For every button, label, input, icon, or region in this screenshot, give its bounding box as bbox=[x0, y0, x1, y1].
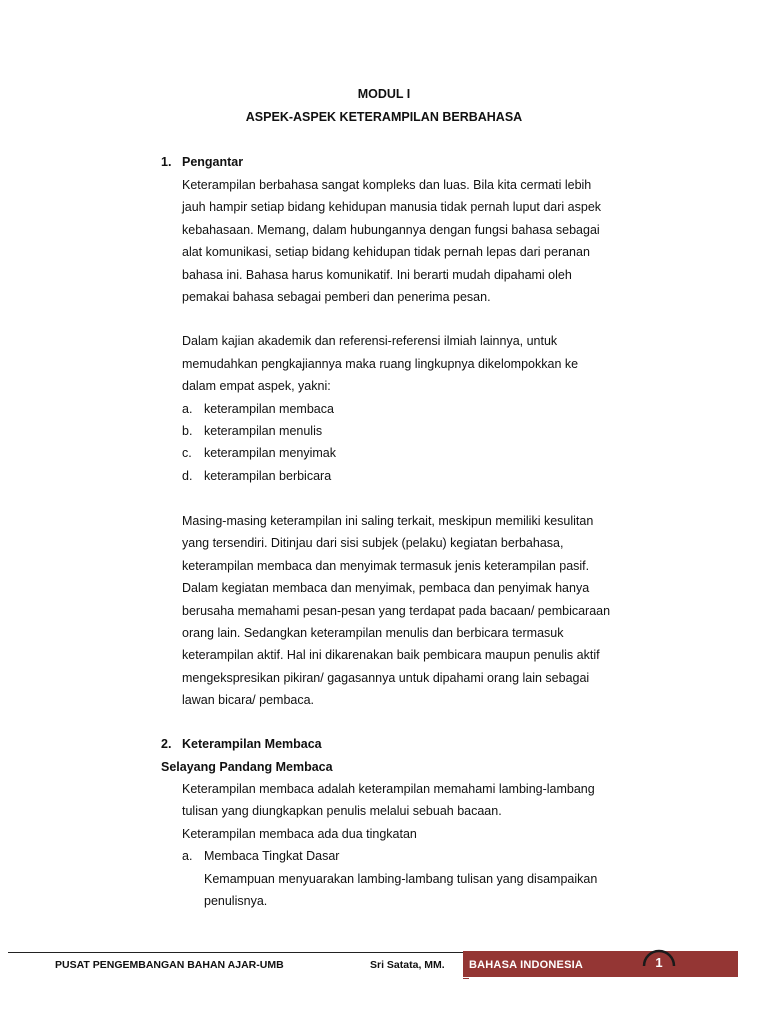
paragraph-line: yang tersendiri. Ditinjau dari sisi subjek (pelaku) kegiatan berbahasa, bbox=[182, 536, 564, 550]
paragraph-line: memudahkan pengkajiannya maka ruang lingkupnya dikelompokkan ke bbox=[182, 357, 579, 371]
page-number-badge bbox=[640, 944, 678, 974]
paragraph-line: Dalam kegiatan membaca dan menyimak, pembaca dan penyimak hanya bbox=[182, 581, 590, 595]
paragraph-line: Dalam kajian akademik dan referensi-referensi ilmiah lainnya, untuk bbox=[182, 334, 558, 348]
footer-subject-bar bbox=[463, 951, 738, 977]
list-item: keterampilan berbicara bbox=[204, 469, 332, 483]
list-item-marker: c. bbox=[182, 446, 192, 460]
paragraph-line: berusaha memahami pesan-pesan yang terdapat pada bacaan/ pembicaraan bbox=[182, 604, 611, 618]
page-title: ASPEK-ASPEK KETERAMPILAN BERBAHASA bbox=[245, 110, 523, 124]
paragraph-line: kebahasaan. Memang, dalam hubungannya dengan fungsi bahasa sebagai bbox=[182, 223, 600, 237]
paragraph-line: tulisan yang diungkapkan penulis melalui sebuah bacaan. bbox=[182, 804, 502, 818]
paragraph-line: keterampilan membaca dan menyimak termasuk jenis keterampilan pasif. bbox=[182, 559, 590, 573]
paragraph-line: Keterampilan membaca adalah keterampilan memahami lambing-lambang bbox=[182, 782, 595, 796]
footer-tick-right bbox=[730, 974, 738, 975]
list-item-marker: a. bbox=[182, 849, 193, 863]
paragraph-line: mengekspresikan pikiran/ gagasannya untuk dipahami orang lain sebagai bbox=[182, 671, 590, 685]
paragraph-line: Keterampilan berbahasa sangat kompleks dan luas. Bila kita cermati lebih bbox=[182, 178, 592, 192]
paragraph-line: bahasa ini. Bahasa harus komunikatif. Ini berarti mudah dipahami oleh bbox=[182, 268, 572, 282]
paragraph-line: pemakai bahasa sebagai pemberi dan penerima pesan. bbox=[182, 290, 491, 304]
footer-tick-left bbox=[463, 978, 469, 979]
paragraph-line: penulisnya. bbox=[204, 894, 268, 908]
section-2-number: 2. bbox=[161, 737, 172, 751]
section-1-heading: Pengantar bbox=[182, 155, 244, 169]
paragraph-line: Kemampuan menyuarakan lambing-lambang tulisan yang disampaikan bbox=[204, 872, 598, 886]
paragraph-line: lawan bicara/ pembaca. bbox=[182, 693, 315, 707]
list-item: keterampilan menulis bbox=[204, 424, 323, 438]
list-item-marker: d. bbox=[182, 469, 193, 483]
list-item: Membaca Tingkat Dasar bbox=[204, 849, 340, 863]
list-item: keterampilan membaca bbox=[204, 402, 334, 416]
paragraph-line: jauh hampir setiap bidang kehidupan manusia tidak pernah luput dari aspek bbox=[182, 200, 602, 214]
list-item: keterampilan menyimak bbox=[204, 446, 336, 460]
list-item-marker: a. bbox=[182, 402, 193, 416]
footer-author: Sri Satata, MM. bbox=[370, 959, 445, 971]
paragraph-line: dalam empat aspek, yakni: bbox=[182, 379, 331, 393]
page-number: 1 bbox=[655, 955, 663, 970]
paragraph-line: orang lain. Sedangkan keterampilan menulis dan berbicara termasuk bbox=[182, 626, 564, 640]
paragraph-line: Keterampilan membaca ada dua tingkatan bbox=[182, 827, 417, 841]
paragraph-line: alat komunikasi, setiap bidang kehidupan tidak pernah lepas dari peranan bbox=[182, 245, 590, 259]
module-label: MODUL I bbox=[357, 87, 411, 101]
footer-subject: BAHASA INDONESIA bbox=[469, 959, 584, 971]
section-2-subheading: Selayang Pandang Membaca bbox=[161, 760, 333, 774]
section-2-heading: Keterampilan Membaca bbox=[182, 737, 322, 751]
footer-institution: PUSAT PENGEMBANGAN BAHAN AJAR-UMB bbox=[55, 959, 284, 971]
paragraph-line: Masing-masing keterampilan ini saling terkait, meskipun memiliki kesulitan bbox=[182, 514, 594, 528]
list-item-marker: b. bbox=[182, 424, 193, 438]
paragraph-line: keterampilan aktif. Hal ini dikarenakan baik pembicara maupun penulis aktif bbox=[182, 648, 600, 662]
section-1-number: 1. bbox=[161, 155, 172, 169]
